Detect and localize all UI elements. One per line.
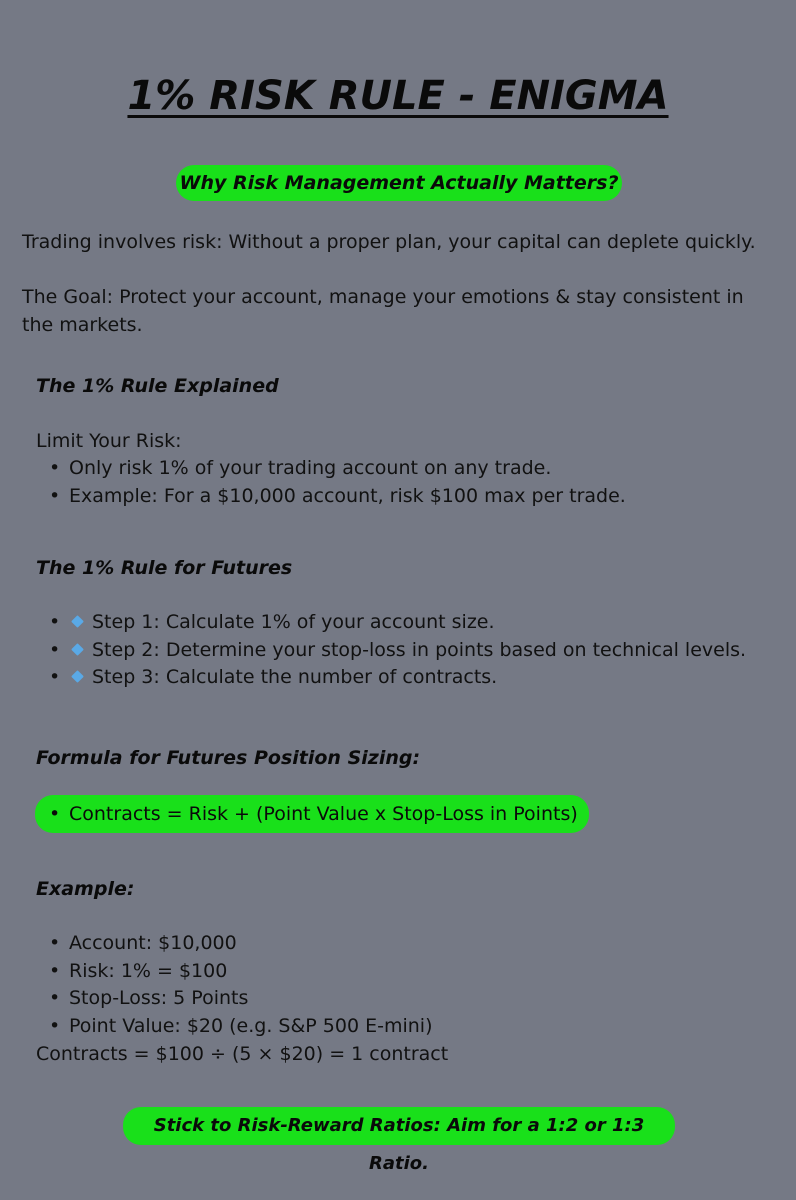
bullet-icon: • — [49, 457, 61, 479]
list-item: • Step 1: Calculate 1% of your account size. — [36, 609, 746, 637]
example-result: Contracts = $100 ÷ (5 × $20) = 1 contract — [36, 1043, 449, 1065]
example-heading: Example: — [36, 878, 135, 900]
limit-risk-label: Limit Your Risk: — [36, 430, 182, 452]
example-list — [36, 930, 432, 1040]
subtitle-highlight: Why Risk Management Actually Matters? — [176, 165, 622, 201]
futures-heading: The 1% Rule for Futures — [36, 557, 293, 579]
rule-explained-list — [36, 455, 626, 510]
bullet-icon: • — [49, 932, 61, 954]
blue-diamond-icon — [71, 615, 84, 628]
list-item: • Step 3: Calculate the number of contracts. — [36, 664, 746, 692]
list-item: • Step 2: Determine your stop-loss in points based on technical levels. — [36, 637, 746, 665]
list-item: • Stop-Loss: 5 Points — [36, 985, 432, 1013]
intro-goal-text: The Goal: Protect your account, manage your emotions & stay consistent in the markets. — [22, 286, 744, 336]
intro-risk-text: Trading involves risk: Without a proper plan, your capital can deplete quickly. — [22, 231, 756, 253]
formula-highlight — [35, 795, 589, 833]
page-title: 1% RISK RULE - ENIGMA — [127, 73, 669, 119]
bullet-icon: • — [49, 803, 61, 825]
list-item: • Account: $10,000 — [36, 930, 432, 958]
blue-diamond-icon — [71, 670, 84, 683]
bullet-icon: • — [49, 611, 61, 633]
blue-diamond-icon — [71, 643, 84, 656]
futures-steps-list — [36, 609, 746, 692]
bullet-icon: • — [49, 666, 61, 688]
bullet-icon: • — [49, 1014, 61, 1037]
list-item: • Risk: 1% = $100 — [36, 958, 432, 986]
list-item: • Point Value: $20 (e.g. S&P 500 E-mini) — [36, 1013, 432, 1041]
bullet-icon: • — [49, 959, 61, 982]
bullet-icon: • — [49, 987, 61, 1009]
formula-heading: Formula for Futures Position Sizing: — [36, 747, 421, 769]
rule-explained-heading: The 1% Rule Explained — [36, 375, 279, 397]
formula-text: Contracts = Risk + (Point Value x Stop-Loss in Points) — [69, 803, 578, 825]
list-item: • Only risk 1% of your trading account on any trade. — [36, 455, 626, 483]
list-item: • Example: For a $10,000 account, risk $100 max per trade. — [36, 483, 626, 511]
bullet-icon: • — [49, 484, 61, 507]
footer-highlight: Stick to Risk-Reward Ratios: Aim for a 1:2 or 1:3 Ratio. — [123, 1107, 675, 1145]
bullet-icon: • — [49, 638, 61, 661]
